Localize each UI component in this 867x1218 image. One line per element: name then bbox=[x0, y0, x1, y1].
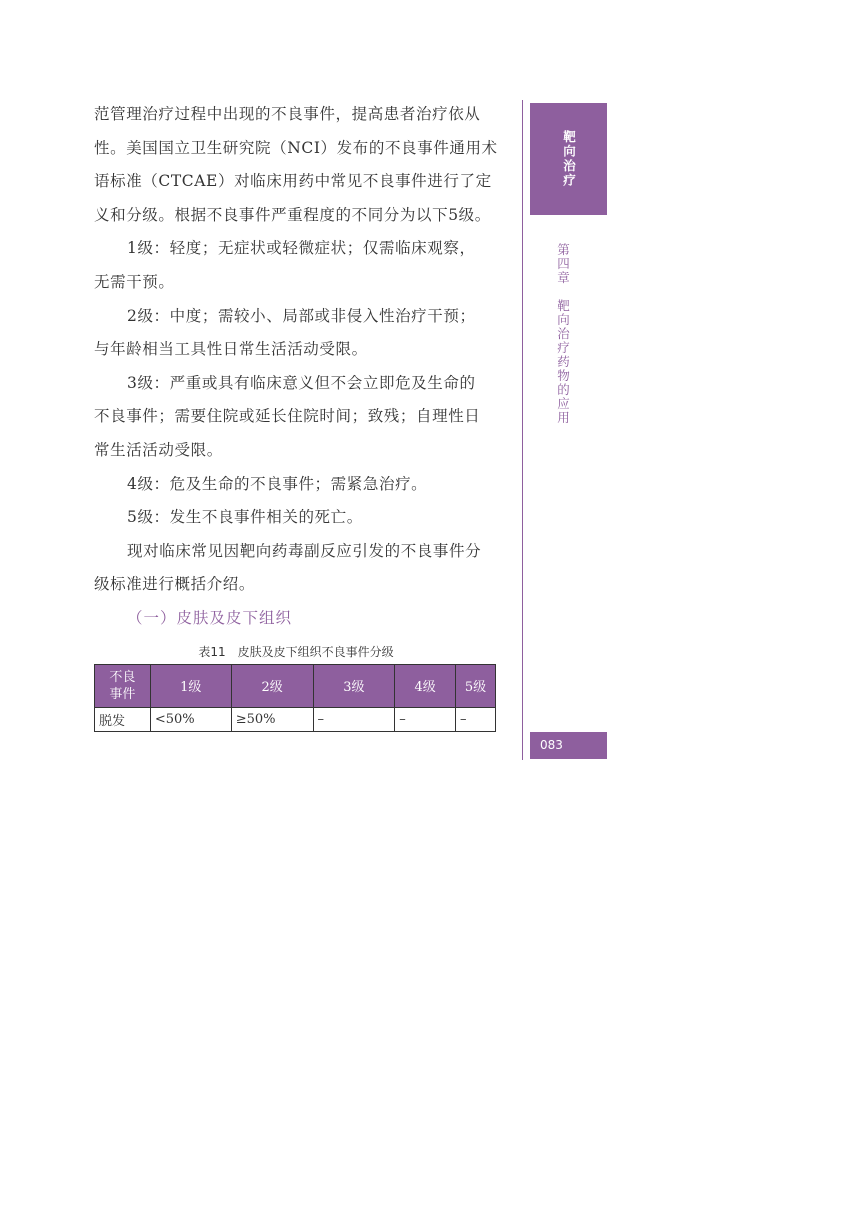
table-header-row bbox=[95, 664, 496, 707]
body-line: 现对临床常见因靶向药毒副反应引发的不良事件分 bbox=[127, 541, 482, 560]
header-grade-3: 3级 bbox=[313, 664, 395, 707]
grade-5-line: 5级：发生不良事件相关的死亡。 bbox=[127, 508, 363, 527]
table-cell: <50% bbox=[150, 707, 231, 731]
header-first-line1: 不良 bbox=[109, 669, 136, 685]
body-line: 语标准（CTCAE）对临床用药中常见不良事件进行了定 bbox=[94, 172, 492, 191]
adverse-event-table bbox=[94, 664, 496, 732]
body-line: 级标准进行概括介绍。 bbox=[94, 575, 256, 594]
grade-4-line: 4级：危及生命的不良事件；需紧急治疗。 bbox=[127, 474, 428, 493]
section-heading: （一）皮肤及皮下组织 bbox=[127, 608, 293, 627]
header-grade-4: 4级 bbox=[395, 664, 456, 707]
body-line: 性。美国国立卫生研究院（NCI）发布的不良事件通用术 bbox=[94, 138, 498, 157]
grade-2-line: 2级：中度；需较小、局部或非侵入性治疗干预； bbox=[127, 306, 476, 325]
section-tab bbox=[530, 103, 607, 215]
table-cell: – bbox=[395, 707, 456, 731]
header-grade-5: 5级 bbox=[456, 664, 496, 707]
body-line: 不良事件；需要住院或延长住院时间；致残；自理性日 bbox=[94, 407, 481, 426]
table-caption: 表11 皮肤及皮下组织不良事件分级 bbox=[198, 644, 394, 659]
body-line: 常生活活动受限。 bbox=[94, 440, 223, 459]
margin-rule bbox=[522, 100, 523, 760]
body-line: 无需干预。 bbox=[94, 272, 175, 291]
table-cell: – bbox=[313, 707, 395, 731]
chapter-title: 第四章 靶向治疗药物的应用 bbox=[555, 243, 571, 425]
body-line: 义和分级。根据不良事件严重程度的不同分为以下5级。 bbox=[94, 205, 491, 224]
grade-3-line: 3级：严重或具有临床意义但不会立即危及生命的 bbox=[127, 373, 476, 392]
table-cell: – bbox=[456, 707, 496, 731]
header-first-line2: 事件 bbox=[109, 686, 136, 702]
body-line: 与年龄相当工具性日常生活活动受限。 bbox=[94, 340, 368, 359]
table-cell: ≥50% bbox=[231, 707, 313, 731]
header-adverse-event bbox=[95, 664, 151, 707]
table-row bbox=[95, 707, 496, 731]
header-grade-1: 1级 bbox=[150, 664, 231, 707]
header-grade-2: 2级 bbox=[231, 664, 313, 707]
table-cell: 脱发 bbox=[95, 707, 151, 731]
page-number: 083 bbox=[530, 732, 607, 759]
main-content bbox=[94, 98, 498, 732]
grade-1-line: 1级：轻度；无症状或轻微症状；仅需临床观察， bbox=[127, 239, 476, 258]
section-tab-label: 靶向治疗 bbox=[561, 130, 577, 188]
body-line: 范管理治疗过程中出现的不良事件，提高患者治疗依从 bbox=[94, 105, 481, 123]
